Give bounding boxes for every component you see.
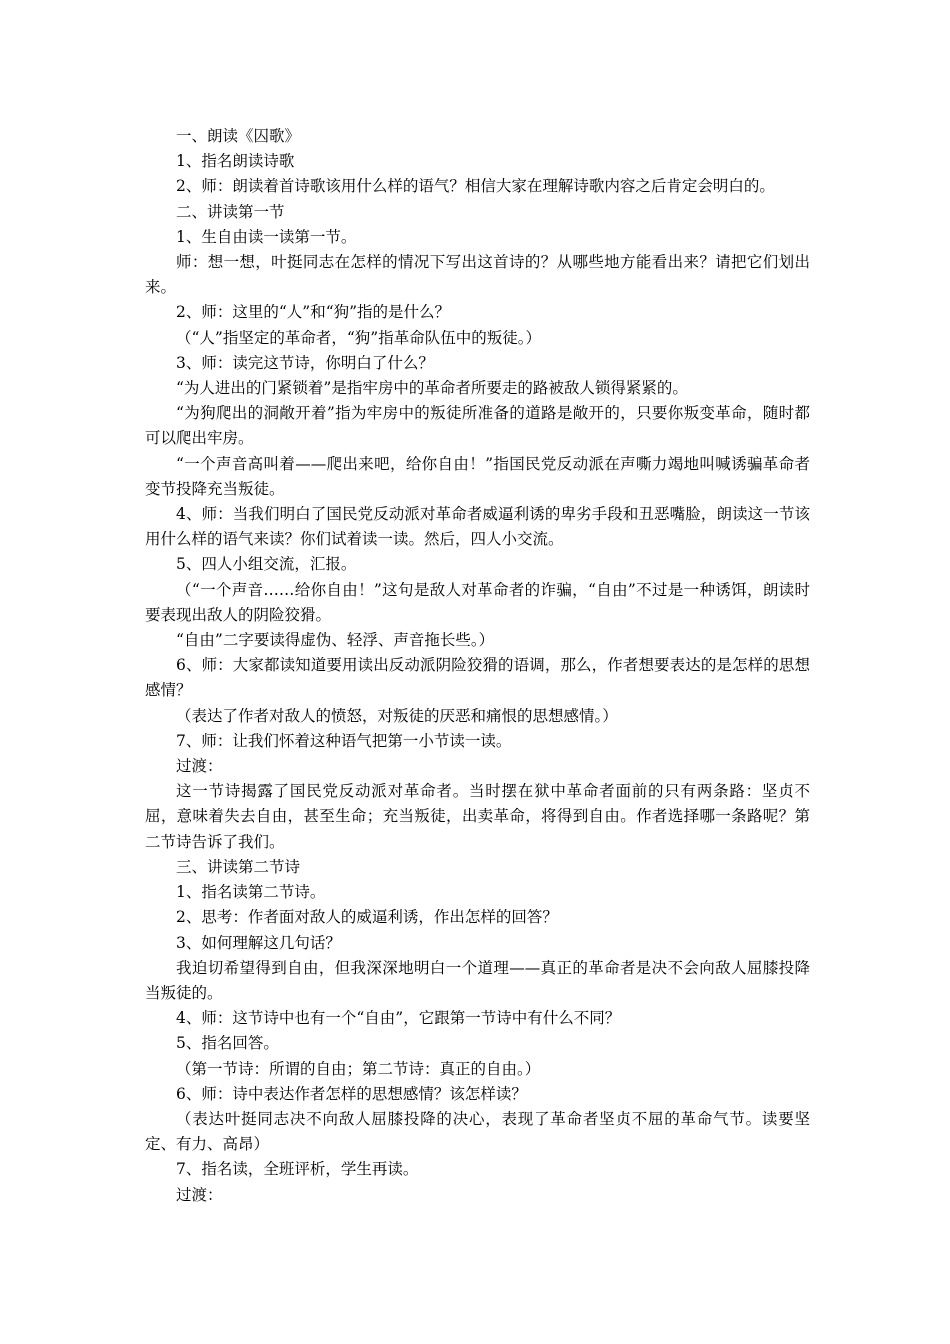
paragraph: 7、指名读，全班评析，学生再读。 xyxy=(176,1160,419,1179)
paragraph: （第一节诗：所谓的自由；第二节诗：真正的自由。） xyxy=(176,1059,541,1078)
paragraph: 5、指名回答。 xyxy=(176,1034,279,1053)
paragraph: 1、指名读第二节诗。 xyxy=(176,883,326,902)
paragraph: 3、如何理解这几句话？ xyxy=(176,933,341,952)
paragraph: （“人”指坚定的革命者，“狗”指革命队伍中的叛徒。） xyxy=(176,328,541,347)
section-heading-2: 二、讲读第一节 xyxy=(176,202,285,221)
paragraph: （表达叶挺同志决不向敌人屈膝投降的决心，表现了革命者坚贞不屈的革命气节。读要坚定、有力、高昂） xyxy=(145,1109,810,1154)
paragraph: 6、师：大家都读知道要用读出反动派阴险狡猾的语调，那么，作者想要表达的是怎样的思想感情？ xyxy=(145,656,810,700)
paragraph: 4、师：这节诗中也有一个“自由”，它跟第一节诗中有什么不同？ xyxy=(176,1009,621,1028)
paragraph: 过渡： xyxy=(176,1185,223,1204)
paragraph: 6、师：诗中表达作者怎样的思想感情？该怎样读？ xyxy=(176,1084,527,1103)
paragraph: （“一个声音……给你自由！”这句是敌人对革命者的诈骗，“自由”不过是一种诱饵，朗读时要表现出敌人的阴险狡猾。 xyxy=(145,580,810,624)
paragraph: 2、思考：作者面对敌人的威逼利诱，作出怎样的回答？ xyxy=(176,908,558,927)
paragraph: “为狗爬出的洞敞开着”指为牢房中的叛徒所准备的道路是敞开的，只要你叛变革命，随时都可以爬出牢房。 xyxy=(145,404,810,448)
paragraph: 4、师：当我们明白了国民党反动派对革命者威逼利诱的卑劣手段和丑恶嘴脸，朗读这一节该用什么样的语气来读？你们试着读一读。然后，四人小交流。 xyxy=(145,505,810,549)
paragraph: 2、师：朗读着首诗歌该用什么样的语气？相信大家在理解诗歌内容之后肯定会明白的。 xyxy=(176,177,775,196)
paragraph: “一个声音高叫着——爬出来吧，给你自由！”指国民党反动派在声嘶力竭地叫喊诱骗革命者变节投降充当叛徒。 xyxy=(145,454,810,498)
paragraph: 这一节诗揭露了国民党反动派对革命者。当时摆在狱中革命者面前的只有两条路：坚贞不屈，意味着失去自由，甚至生命；充当叛徒，出卖革命，将得到自由。作者选择哪一条路呢？第二节诗告诉了我们。 xyxy=(145,782,810,851)
paragraph: 1、指名朗读诗歌 xyxy=(176,152,295,171)
paragraph: 1、生自由读一读第一节。 xyxy=(176,227,357,246)
paragraph: “为人进出的门紧锁着”是指牢房中的革命者所要走的路被敌人锁得紧紧的。 xyxy=(176,379,688,398)
document-body xyxy=(145,124,810,1208)
paragraph: 我迫切希望得到自由，但我深深地明白一个道理——真正的革命者是决不会向敌人屈膝投降当叛徒的。 xyxy=(145,958,810,1002)
paragraph: 2、师：这里的“人”和“狗”指的是什么？ xyxy=(176,303,451,322)
paragraph: （表达了作者对敌人的愤怒，对叛徒的厌恶和痛恨的思想感情。） xyxy=(176,706,618,725)
paragraph: 7、师：让我们怀着这种语气把第一小节读一读。 xyxy=(176,731,512,750)
paragraph: 3、师：读完这节诗，你明白了什么？ xyxy=(176,353,434,372)
paragraph: 过渡： xyxy=(176,757,223,776)
section-heading-1: 一、朗读《囚歌》 xyxy=(176,127,301,145)
section-heading-3: 三、讲读第二节诗 xyxy=(176,857,301,876)
paragraph: 师：想一想，叶挺同志在怎样的情况下写出这首诗的？从哪些地方能看出来？请把它们划出来。 xyxy=(145,253,810,297)
paragraph: “自由”二字要读得虚伪、轻浮、声音拖长些。） xyxy=(176,631,495,650)
paragraph: 5、四人小组交流，汇报。 xyxy=(176,555,357,574)
